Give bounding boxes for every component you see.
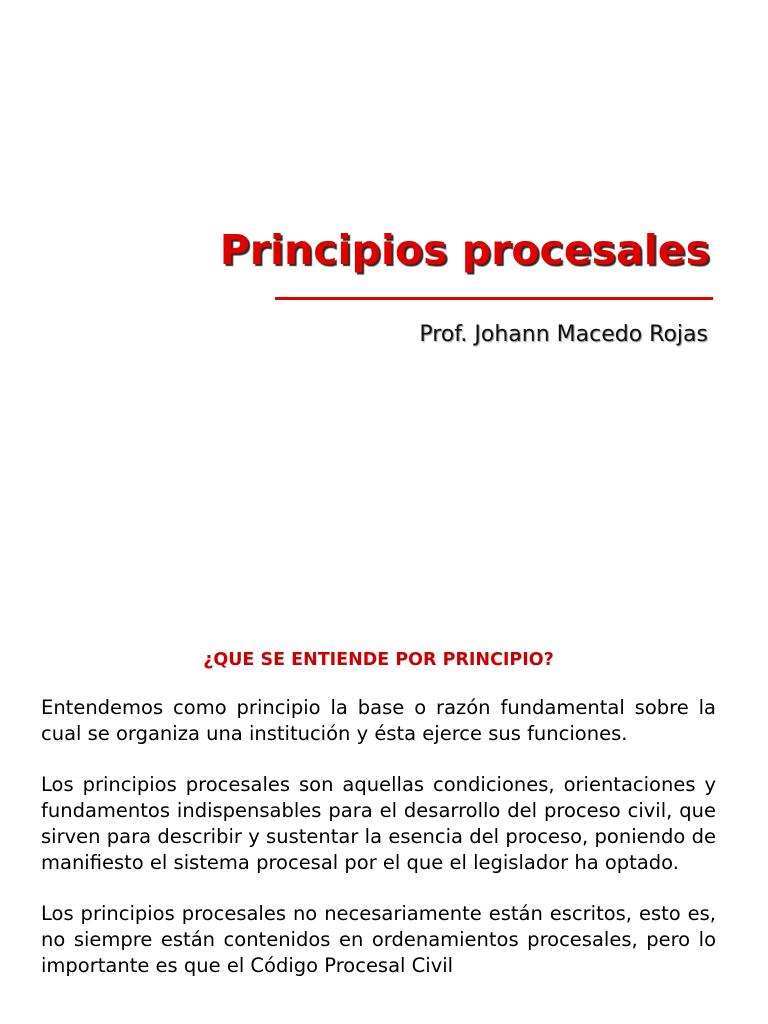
document-body <box>41 648 716 1004</box>
section-heading: ¿QUE SE ENTIENDE POR PRINCIPIO? <box>203 650 554 670</box>
page-title: Principios procesales <box>219 226 710 274</box>
title-underline <box>275 297 713 300</box>
paragraph-unwritten-principles: Los principios procesales no necesariamente están escritos, esto es, no siempre están contenidos en ordenamientos procesales, pero lo importante es que el Código Procesal Civil <box>41 902 716 977</box>
paragraph-procedural-principles: Los principios procesales son aquellas condiciones, orientaciones y fundamentos indispensables para el desarrollo del proceso civil, que sirven para describir y sustentar la esencia del proceso, poniendo de manifiesto el sistema procesal por el que el legislador ha optado. <box>41 773 716 874</box>
author-name: Prof. Johann Macedo Rojas <box>419 322 708 347</box>
paragraph-definition: Entendemos como principio la base o razón fundamental sobre la cual se organiza una institución y ésta ejerce sus funciones. <box>41 696 716 745</box>
